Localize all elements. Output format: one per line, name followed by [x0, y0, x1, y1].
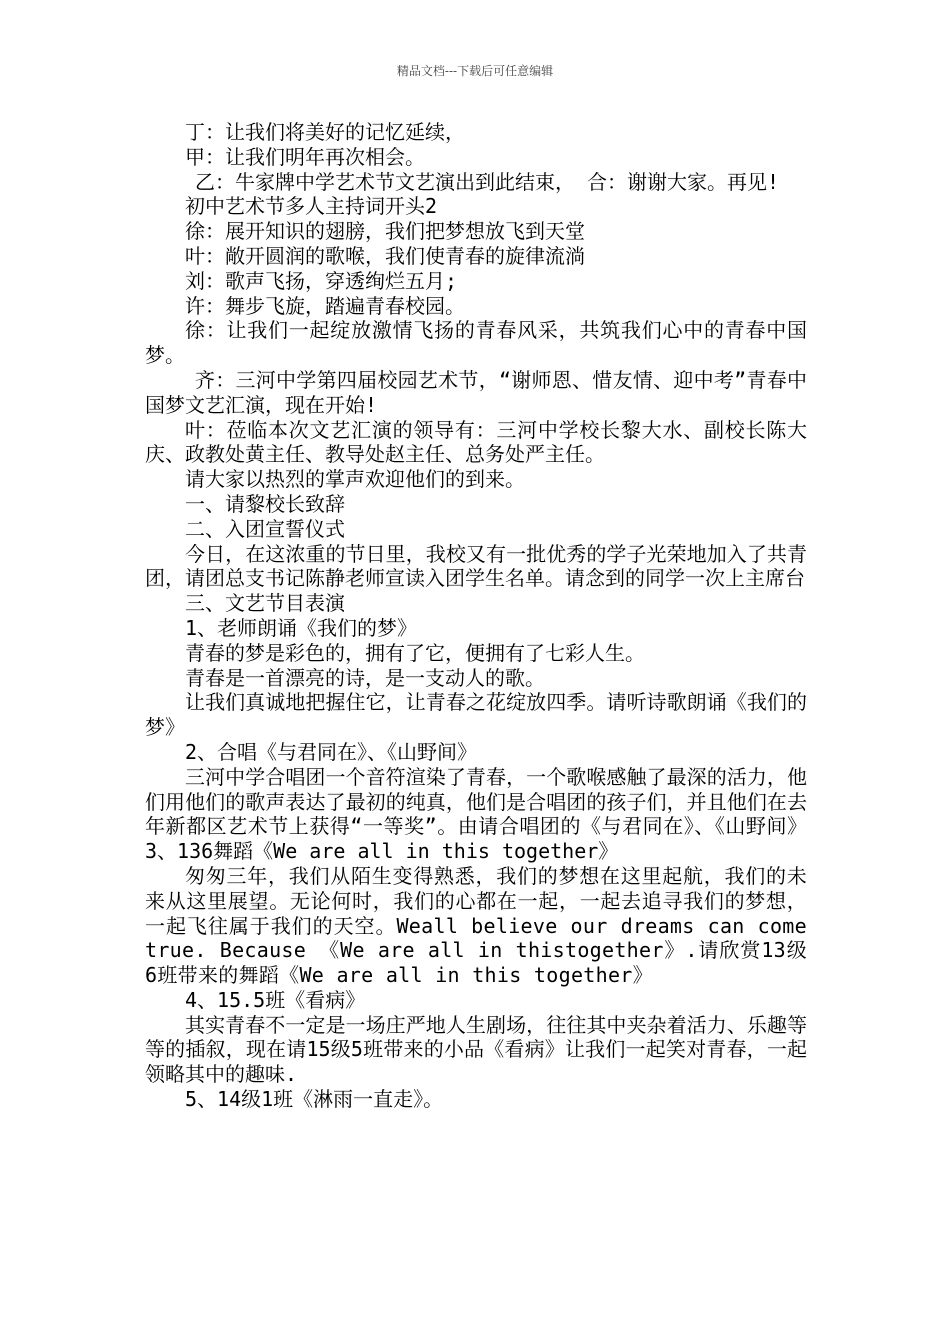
paragraph: 甲：让我们明年再次相会。 [185, 144, 425, 169]
paragraph: 一、请黎校长致辞 [185, 491, 345, 516]
document-body [145, 120, 807, 1112]
paragraph: 三河中学合唱团一个音符渲染了青春，一个歌喉感触了最深的活力，他们用他们的歌声表达了最初的纯真，他们是合唱团的孩子们，并且他们在去年新都区艺术节上获得“一等奖”。由请合唱团的《与君同在》、《山野间》3、136舞蹈《We are all in this together》 [145, 764, 807, 864]
paragraph: 匆匆三年，我们从陌生变得熟悉，我们的梦想在这里起航，我们的未来从这里展望。无论何时，我们的心都在一起，一起去追寻我们的梦想，一起飞往属于我们的天空。Weall believe our dreams can come true. Because 《We are all in thistogether》.请欣赏13级6班带来的舞蹈《We are all in this together》 [145, 863, 807, 988]
paragraph: 让我们真诚地把握住它，让青春之花绽放四季。请听诗歌朗诵《我们的梦》 [145, 690, 807, 740]
paragraph: 叶：敞开圆润的歌喉，我们使青春的旋律流淌 [185, 243, 585, 268]
paragraph: 徐：展开知识的翅膀，我们把梦想放飞到天堂 [185, 219, 585, 244]
paragraph: 乙：牛家牌中学艺术节文艺演出到此结束， 合：谢谢大家。再见! [195, 169, 780, 194]
paragraph: 4、15.5班《看病》 [185, 987, 366, 1012]
page-header: 精品文档---下载后可任意编辑 [396, 64, 554, 78]
paragraph: 今日，在这浓重的节日里，我校又有一批优秀的学子光荣地加入了共青团，请团总支书记陈静老师宣读入团学生名单。请念到的同学一次上主席台 [145, 541, 807, 591]
paragraph: 许：舞步飞旋，踏遍青春校园。 [185, 293, 465, 318]
paragraph: 丁：让我们将美好的记忆延续， [185, 120, 465, 144]
paragraph: 叶：莅临本次文艺汇演的领导有：三河中学校长黎大水、副校长陈大庆、政教处黄主任、教导处赵主任、总务处严主任。 [145, 417, 807, 467]
paragraph: 2、合唱《与君同在》、《山野间》 [185, 739, 478, 764]
paragraph: 5、14级1班《淋雨一直走》。 [185, 1087, 444, 1112]
paragraph: 青春是一首漂亮的诗，是一支动人的歌。 [185, 665, 545, 690]
paragraph: 初中艺术节多人主持词开头2 [185, 194, 438, 219]
paragraph: 徐：让我们一起绽放激情飞扬的青春风采，共筑我们心中的青春中国梦。 [145, 318, 807, 368]
paragraph: 请大家以热烈的掌声欢迎他们的到来。 [185, 467, 525, 492]
paragraph: 1、老师朗诵《我们的梦》 [185, 615, 418, 640]
paragraph: 三、文艺节目表演 [185, 591, 345, 616]
paragraph: 刘：歌声飞扬，穿透绚烂五月; [185, 268, 458, 293]
paragraph: 其实青春不一定是一场庄严地人生剧场，往往其中夹杂着活力、乐趣等等的插叙，现在请15级5班带来的小品《看病》让我们一起笑对青春，一起领略其中的趣味. [145, 1012, 807, 1087]
paragraph: 二、入团宣誓仪式 [185, 516, 345, 541]
paragraph: 青春的梦是彩色的，拥有了它，便拥有了七彩人生。 [185, 640, 645, 665]
paragraph: 齐：三河中学第四届校园艺术节，“谢师恩、惜友情、迎中考”青春中国梦文艺汇演，现在开始! [145, 367, 807, 417]
